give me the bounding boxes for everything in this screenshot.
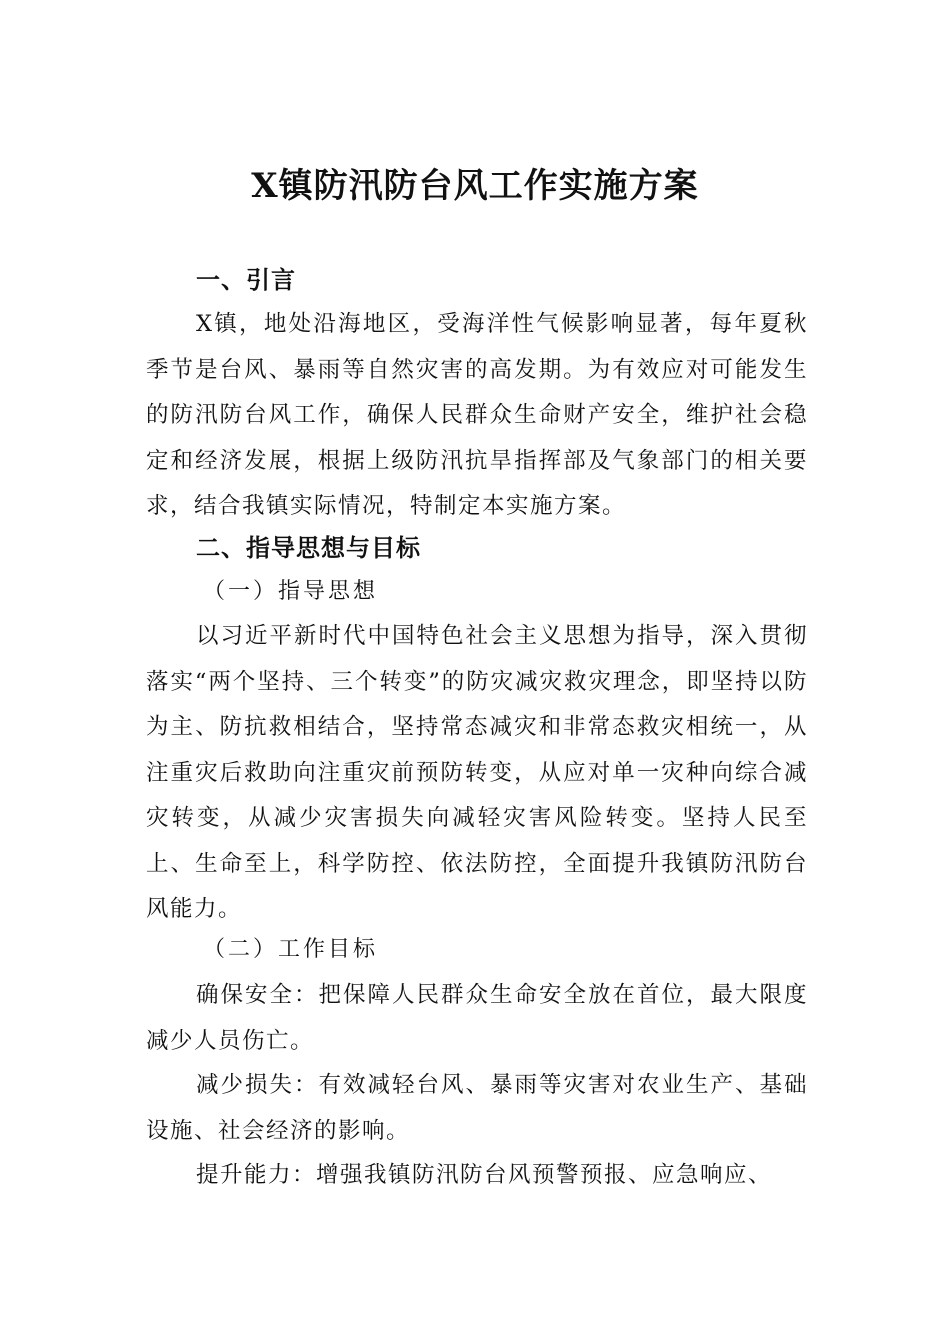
guiding-ideology-paragraph: 以习近平新时代中国特色社会主义思想为指导，深入贯彻落实“两个坚持、三个转变”的防灾减灾救灾理念，即坚持以防为主、防抗救相结合，坚持常态减灾和非常态救灾相统一，从注重灾后救助向注重灾前预防转变，从应对单一灾种向综合减灾转变，从减少灾害损失向减轻灾害风险转变。坚持人民至上、生命至上，科学防控、依法防控，全面提升我镇防汛防台风能力。 [146,623,808,922]
introduction-paragraph: X镇，地处沿海地区，受海洋性气候影响显著，每年夏秋季节是台风、暴雨等自然灾害的高发期。为有效应对可能发生的防汛防台风工作，确保人民群众生命财产安全，维护社会稳定和经济发展，根据上级防汛抗旱指挥部及气象部门的相关要求，结合我镇实际情况，特制定本实施方案。 [146,311,808,519]
goal-ensure-safety: 确保安全：把保障人民群众生命安全放在首位，最大限度减少人员伤亡。 [146,982,808,1054]
section-heading-guiding-ideology-and-goals: 二、指导思想与目标 [196,534,421,562]
subsection-heading-work-goals: （二）工作目标 [203,937,379,962]
subsection-heading-guiding-ideology: （一）指导思想 [203,579,379,604]
goal-reduce-losses: 减少损失：有效减轻台风、暴雨等灾害对农业生产、基础设施、社会经济的影响。 [146,1072,808,1144]
document-title: X镇防汛防台风工作实施方案 [251,166,699,206]
goal-improve-capability: 提升能力：增强我镇防汛防台风预警预报、应急响应、 [196,1162,773,1188]
section-heading-introduction: 一、引言 [196,266,296,294]
